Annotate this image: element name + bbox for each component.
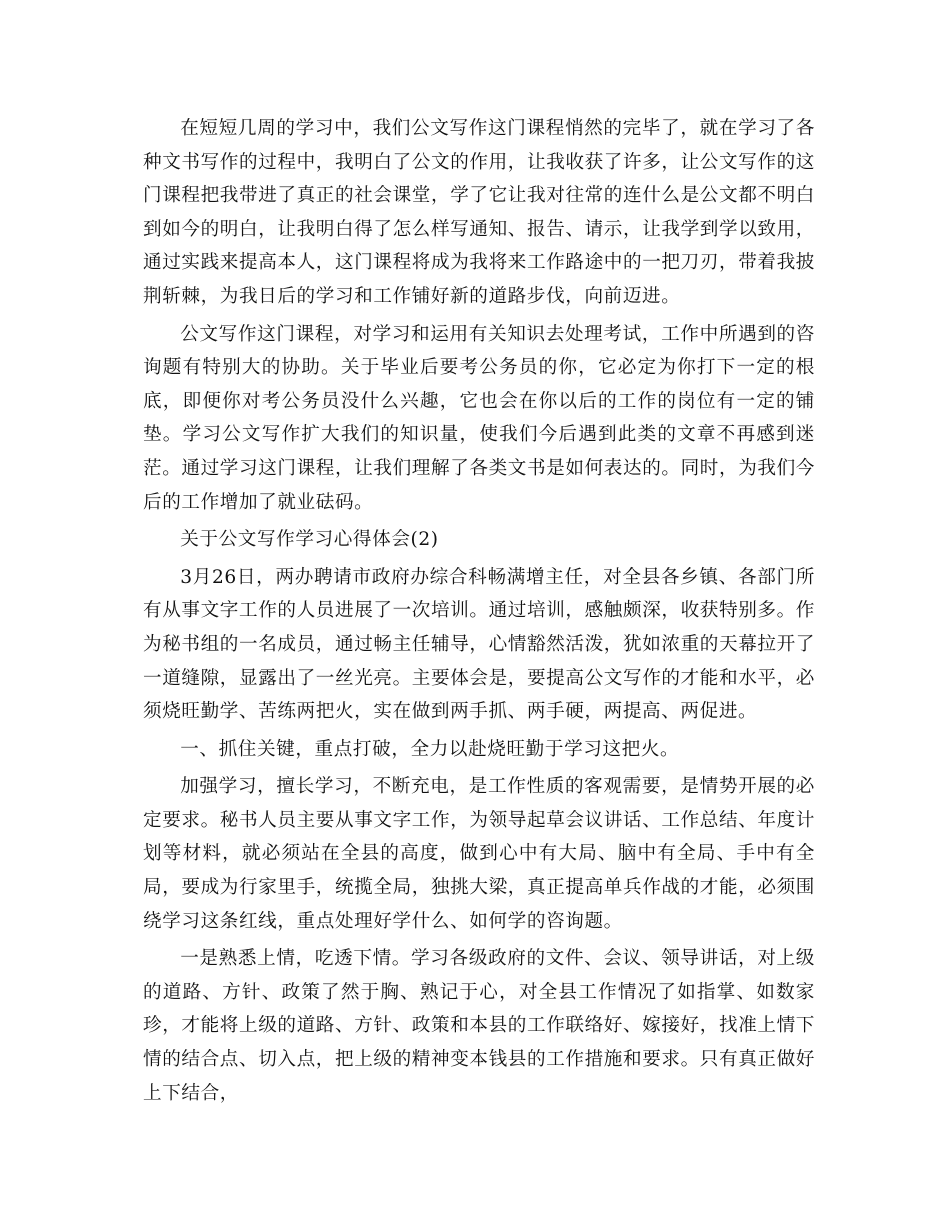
section-heading: 关于公文写作学习心得体会(2): [180, 529, 439, 551]
paragraph-1: 在短短几周的学习中，我们公文写作这门课程悄然的完毕了，就在学习了各种文书写作的过程中，我明白了公文的作用，让我收获了许多，让公文写作的这门课程把我带进了真正的社会课堂，学了它让我对往常的连什么是公文都不明白到如今的明白，让我明白得了怎么样写通知、报告、请示，让我学到学以致用，通过实践来提高本人，这门课程将成为我将来工作路途中的一把刀刃，带着我披荆斩棘，为我日后的学习和工作铺好新的道路步伐，向前迈进。: [143, 118, 815, 307]
paragraph-2: 公文写作这门课程，对学习和运用有关知识去处理考试，工作中所遇到的咨询题有特别大的协助。关于毕业后要考公务员的你，它必定为你打下一定的根底，即便你对考公务员没什么兴趣，它也会在你以后的工作的岗位有一定的铺垫。学习公文写作扩大我们的知识量，使我们今后遇到此类的文章不再感到迷茫。通过学习这门课程，让我们理解了各类文书是如何表达的。同时，为我们今后的工作增加了就业砝码。: [143, 323, 815, 513]
paragraph-5: 一是熟悉上情，吃透下情。学习各级政府的文件、会议、领导讲话，对上级的道路、方针、政策了然于胸、熟记于心，对全县工作情况了如指掌、如数家珍，才能将上级的道路、方针、政策和本县的工作联络好、嫁接好，找准上情下情的结合点、切入点，把上级的精神变本钱县的工作措施和要求。只有真正做好上下结合，: [143, 948, 815, 1104]
subheading-1: 一、抓住关键，重点打破，全力以赴烧旺勤于学习这把火。: [180, 738, 680, 760]
paragraph-3: 3月26日，两办聘请市政府办综合科畅满增主任，对全县各乡镇、各部门所有从事文字工作的人员进展了一次培训。通过培训，感触颇深，收获特别多。作为秘书组的一名成员，通过畅主任辅导，心情豁然活泼，犹如浓重的天幕拉开了一道缝隙，显露出了一丝光亮。主要体会是，要提高公文写作的才能和水平，必须烧旺勤学、苦练两把火，实在做到两手抓、两手硬，两提高、两促进。: [143, 566, 815, 723]
document-page: [143, 112, 815, 1110]
paragraph-4: 加强学习，擅长学习，不断充电，是工作性质的客观需要，是情势开展的必定要求。秘书人员主要从事文字工作，为领导起草会议讲话、工作总结、年度计划等材料，就必须站在全县的高度，做到心中有大局、脑中有全局、手中有全局，要成为行家里手，统揽全局，独挑大梁，真正提高单兵作战的才能，必须围绕学习这条红线，重点处理好学什么、如何学的咨询题。: [143, 776, 815, 932]
